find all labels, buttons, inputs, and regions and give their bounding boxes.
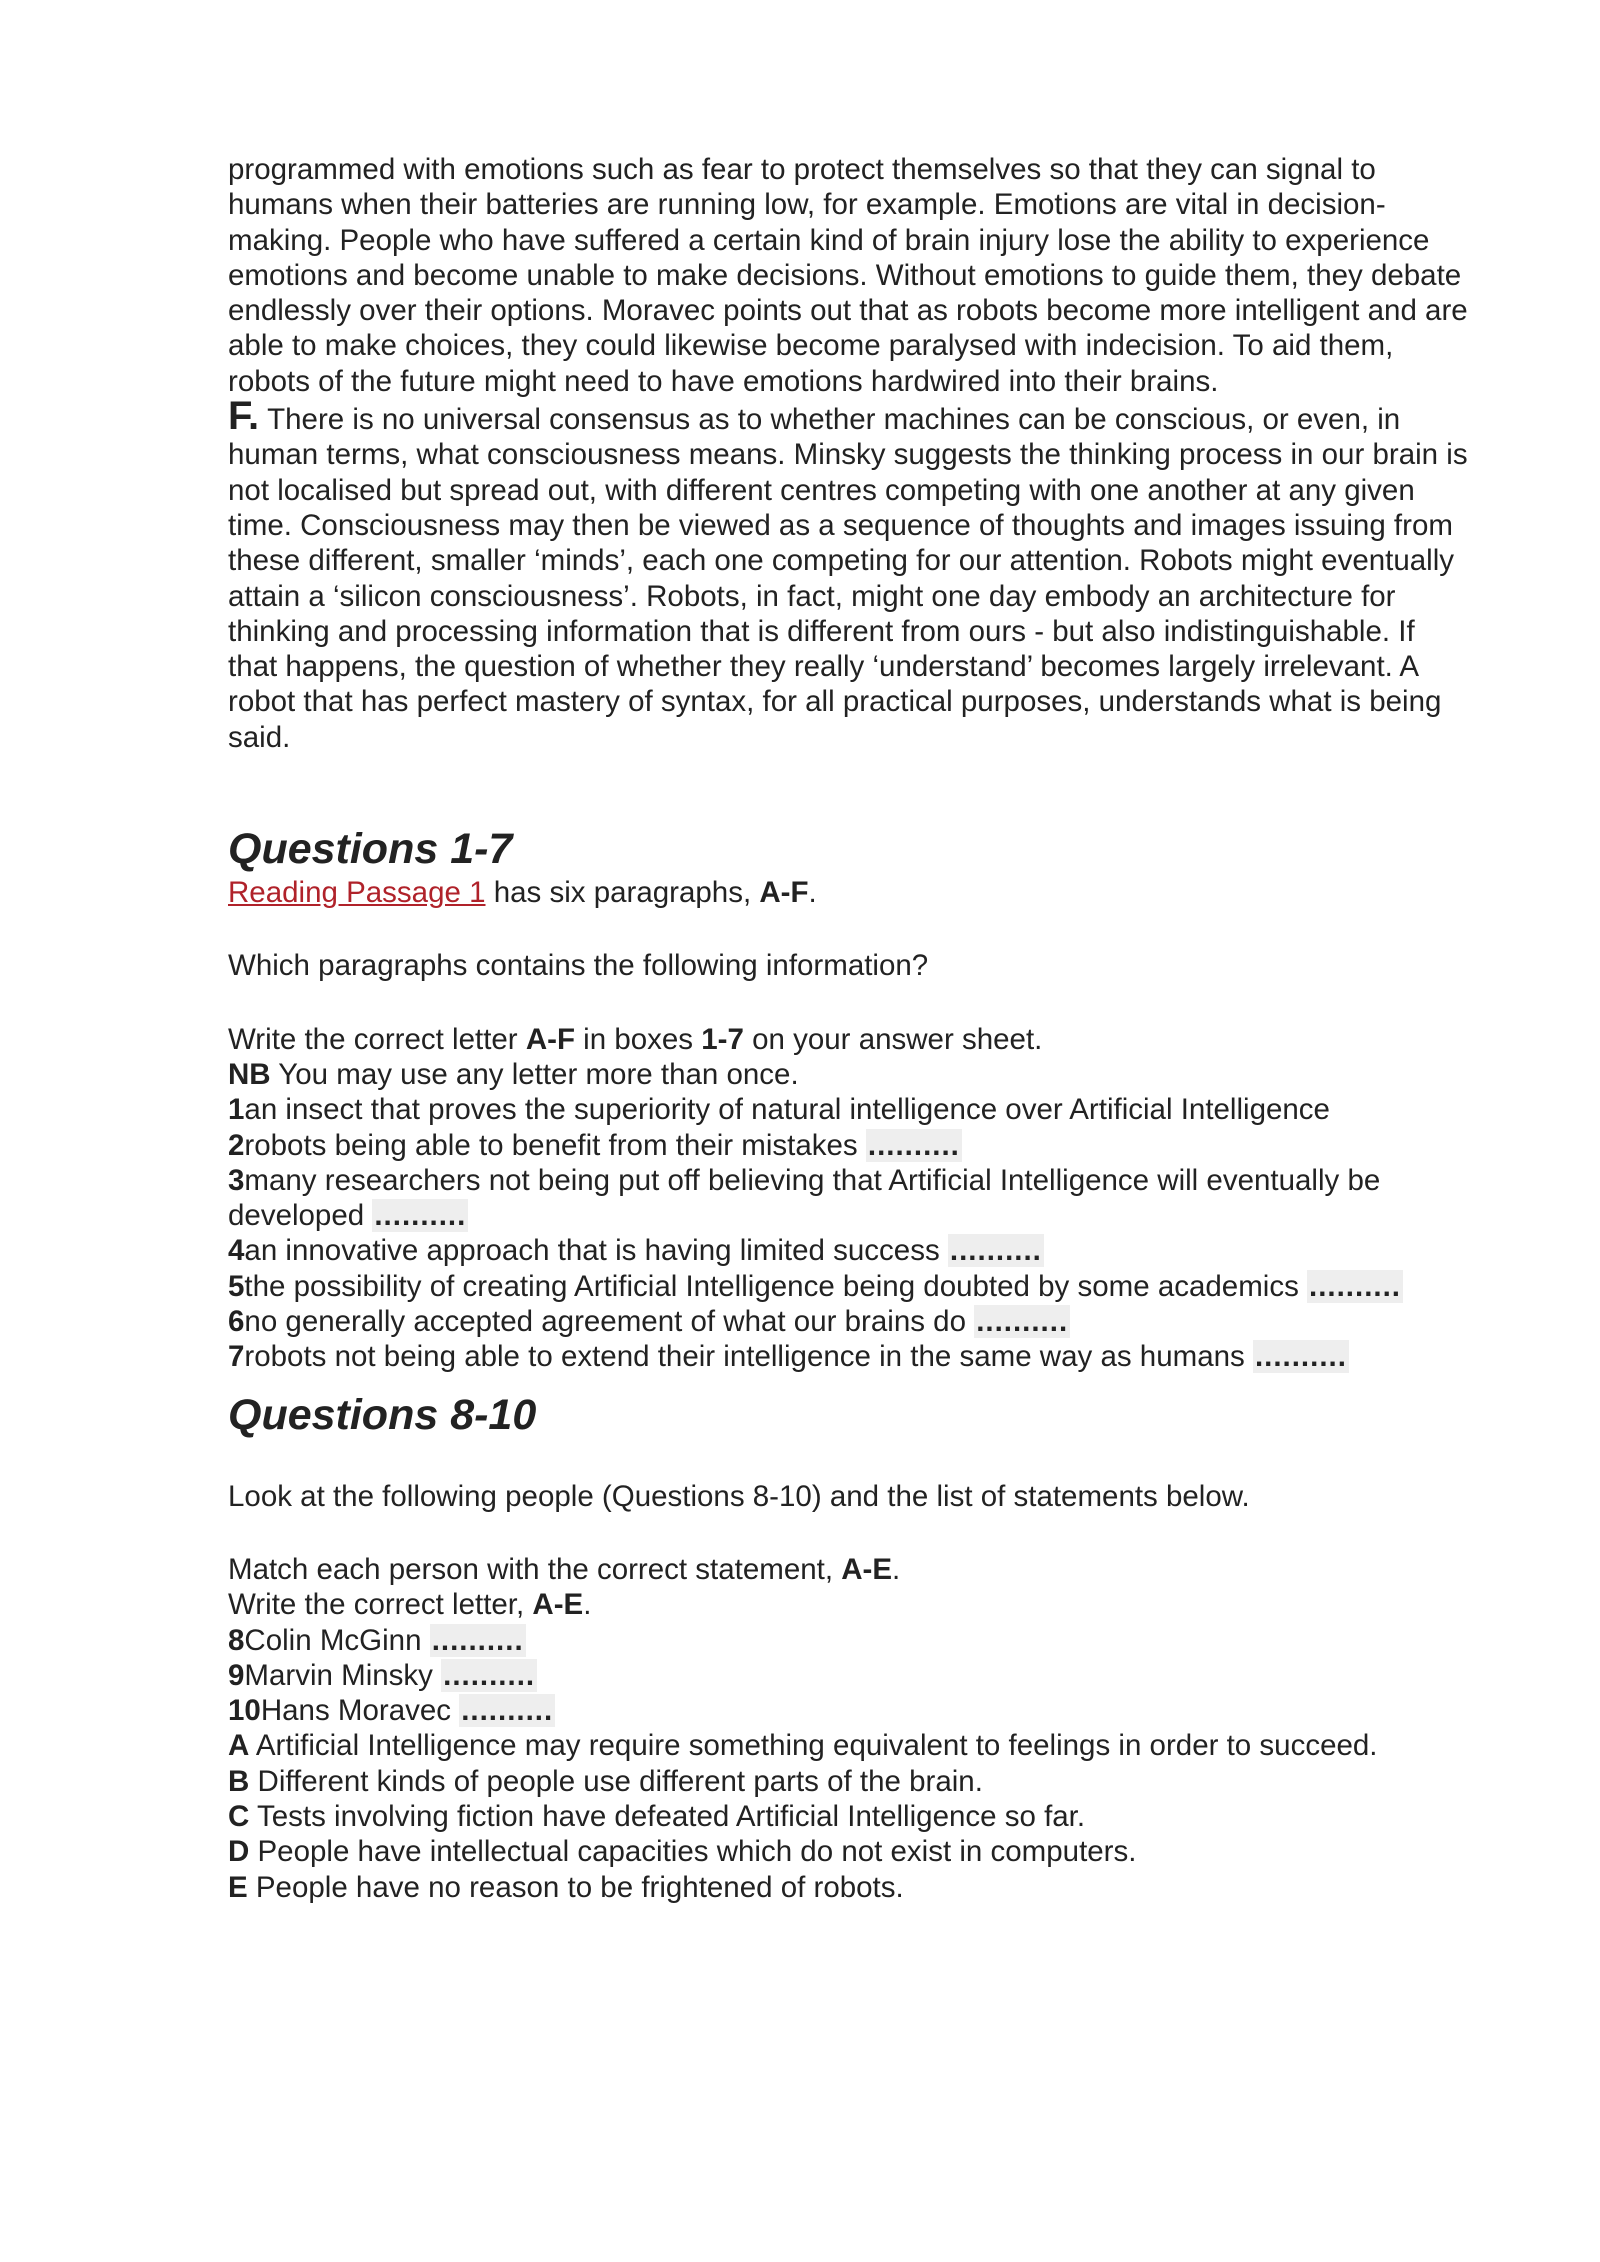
question-4 (228, 1233, 1470, 1268)
section2-match (228, 1552, 1470, 1587)
instr-text-e: on your answer sheet. (743, 1022, 1043, 1056)
statement-letter: E (228, 1870, 248, 1904)
question-3 (228, 1163, 1470, 1234)
match-text: Match each person with the correct statement, (228, 1552, 842, 1586)
statement-text: Different kinds of people use different parts of the brain. (249, 1764, 983, 1798)
answer-blank[interactable]: .......... (461, 1694, 554, 1728)
nb-text: You may use any letter more than once. (270, 1057, 799, 1091)
question-number: 7 (228, 1340, 245, 1374)
statement-letter: B (228, 1764, 250, 1798)
statement-text: People have intellectual capacities which do not exist in computers. (249, 1835, 1137, 1869)
questions-1-7-heading: Questions 1-7 (228, 825, 513, 874)
question-number: 6 (228, 1305, 245, 1339)
match-range: A-E (841, 1552, 893, 1586)
answer-blank[interactable]: .......... (949, 1234, 1042, 1268)
statement-text: People have no reason to be frightened of robots. (247, 1870, 904, 1904)
questions-8-10-heading: Questions 8-10 (228, 1390, 537, 1439)
instr-letters: A-F (525, 1022, 575, 1056)
paragraph-f-letter: F. (228, 394, 260, 439)
person-name: Marvin Minsky (244, 1658, 442, 1692)
intro-text: has six paragraphs, (485, 876, 760, 910)
question-text: an innovative approach that is having limited success (244, 1234, 948, 1268)
statement-text: Tests involving fiction have defeated Artificial Intelligence so far. (249, 1799, 1086, 1833)
question-number: 10 (228, 1694, 261, 1728)
section1-instructions (228, 1022, 1470, 1057)
question-2 (228, 1128, 1470, 1163)
person-name: Hans Moravec (260, 1694, 460, 1728)
answer-blank[interactable]: .......... (431, 1623, 524, 1657)
question-number: 3 (228, 1163, 245, 1197)
paragraph-f (228, 394, 1470, 755)
question-1 (228, 1092, 1470, 1127)
section2-look: Look at the following people (Questions 8-10) and the list of statements below. (228, 1479, 1250, 1513)
statement-letter: C (228, 1799, 250, 1833)
question-number: 5 (228, 1269, 245, 1303)
paragraph-e-continuation: programmed with emotions such as fear to protect themselves so that they can signal to humans when their batteries are running low, for example. Emotions are vital in decision-making. People who have suffered a certain kind of brain injury lose the ability to experience emotions and become unable to make decisions. Without emotions to guide them, they debate endlessly over their options. Moravec points out that as robots become more intelligent and are able to make choices, they could likewise become paralysed with indecision. To aid them, robots of the future might need to have emotions hardwired into their brains. (228, 153, 1468, 398)
question-text: no generally accepted agreement of what our brains do (244, 1305, 975, 1339)
question-number: 9 (228, 1658, 245, 1692)
statement-d (228, 1834, 1470, 1869)
answer-blank[interactable]: .......... (976, 1305, 1069, 1339)
paragraph-f-text: There is no universal consensus as to whether machines can be conscious, or even, in human terms, what consciousness means. Minsky suggests the thinking process in our brain is not localised but spread out, with different centres competing with one another at any given time. Consciousness may then be viewed as a sequence of thoughts and images issuing from these different, smaller ‘minds’, each one competing for our attention. Robots might eventually attain a ‘silicon consciousness’. Robots, in fact, might one day embody an architecture for thinking and processing information that is different from ours - but also indistinguishable. If that happens, the question of whether they really ‘understand’ becomes largely irrelevant. A robot that has perfect mastery of syntax, for all practical purposes, understands what is being said. (228, 403, 1468, 754)
statement-a (228, 1728, 1470, 1763)
nb-label: NB (228, 1057, 271, 1091)
question-text: the possibility of creating Artificial Intelligence being doubted by some academics (244, 1269, 1308, 1303)
answer-blank[interactable]: .......... (374, 1199, 467, 1233)
question-number: 4 (228, 1234, 245, 1268)
section2-write (228, 1587, 1470, 1622)
answer-blank[interactable]: .......... (1309, 1269, 1401, 1303)
section1-intro (228, 875, 1470, 910)
instr-text-a: Write the correct letter (228, 1022, 526, 1056)
statement-letter: D (228, 1835, 250, 1869)
statement-e (228, 1870, 1470, 1905)
statement-text: Artificial Intelligence may require something equivalent to feelings in order to succeed. (249, 1729, 1378, 1763)
write-range: A-E (532, 1588, 584, 1622)
write-end: . (583, 1588, 592, 1622)
instr-boxes: 1-7 (701, 1022, 744, 1056)
reading-passage-link[interactable]: Reading Passage 1 (228, 876, 486, 910)
instr-text-c: in boxes (574, 1022, 702, 1056)
section1-nb (228, 1057, 1470, 1092)
write-text: Write the correct letter, (228, 1588, 533, 1622)
question-6 (228, 1304, 1470, 1339)
person-name: Colin McGinn (244, 1623, 430, 1657)
question-text: robots being able to benefit from their mistakes (244, 1128, 866, 1162)
statement-b (228, 1764, 1470, 1799)
question-8 (228, 1623, 1470, 1658)
question-text: an insect that proves the superiority of natural intelligence over Artificial Intelligence (244, 1093, 1330, 1127)
question-10 (228, 1693, 1470, 1728)
question-number: 8 (228, 1623, 245, 1657)
question-9 (228, 1658, 1470, 1693)
intro-range: A-F (759, 876, 809, 910)
answer-blank[interactable]: .......... (867, 1128, 960, 1162)
statement-letter: A (228, 1729, 250, 1763)
match-end: . (892, 1552, 901, 1586)
answer-blank[interactable]: .......... (443, 1658, 536, 1692)
question-number: 2 (228, 1128, 245, 1162)
question-5 (228, 1269, 1470, 1304)
question-7 (228, 1339, 1470, 1374)
question-number: 1 (228, 1093, 245, 1127)
question-text: robots not being able to extend their intelligence in the same way as humans (244, 1340, 1253, 1374)
section1-which: Which paragraphs contains the following information? (228, 949, 929, 983)
question-text: many researchers not being put off believing that Artificial Intelligence will eventually be developed (228, 1163, 1381, 1233)
intro-end: . (808, 876, 817, 910)
answer-blank[interactable]: .......... (1254, 1340, 1347, 1374)
statement-c (228, 1799, 1470, 1834)
